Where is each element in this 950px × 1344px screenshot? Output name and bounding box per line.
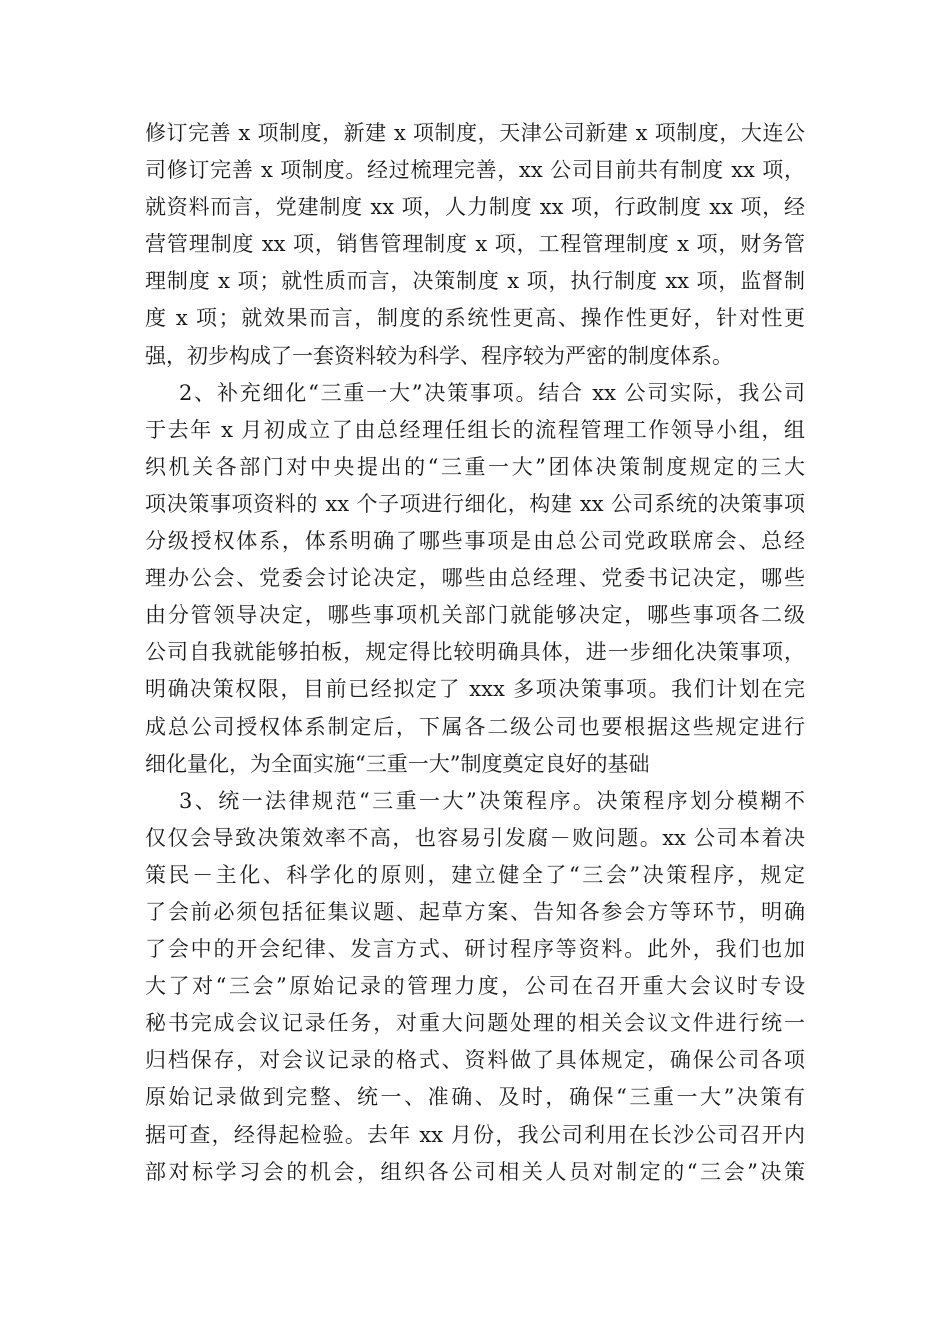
paragraph-3-line-1: 3、统一法律规范“三重一大”决策程序。决策程序划分模糊不 [179, 788, 805, 813]
paragraph-2-line-8: 公司自我就能够拍板，规定得比较明确具体，进一步细化决策事项， [145, 640, 805, 665]
paragraph-1-line-3: 就资料而言，党建制度 xx 项，人力制度 xx 项，行政制度 xx 项，经 [145, 195, 805, 220]
paragraph-2-line-9: 明确决策权限，目前已经拟定了 xxx 多项决策事项。我们计划在完 [145, 677, 805, 702]
paragraph-1-line-7: 强，初步构成了一套资料较为科学、程序较为严密的制度体系。 [145, 343, 733, 368]
document-body [145, 115, 805, 1191]
paragraph-3-line-3: 策民－主化、科学化的原则，建立健全了“三会”决策程序，规定 [145, 862, 805, 887]
paragraph-1-line-6: 度 x 项；就效果而言，制度的系统性更高、操作性更好，针对性更 [145, 306, 805, 331]
paragraph-2-line-5: 分级授权体系，体系明确了哪些事项是由总公司党政联席会、总经 [145, 529, 805, 554]
paragraph-3-line-7: 秘书完成会议记录任务，对重大问题处理的相关会议文件进行统一 [145, 1011, 805, 1036]
paragraph-1-line-5: 理制度 x 项；就性质而言，决策制度 x 项，执行制度 xx 项，监督制 [145, 269, 805, 294]
paragraph-2-line-7: 由分管领导决定，哪些事项机关部门就能够决定，哪些事项各二级 [145, 603, 805, 628]
paragraph-1-line-4: 营管理制度 xx 项，销售管理制度 x 项，工程管理制度 x 项，财务管 [145, 232, 805, 257]
paragraph-2-line-6: 理办公会、党委会讨论决定，哪些由总经理、党委书记决定，哪些 [145, 566, 805, 591]
paragraph-3-line-10: 据可查，经得起检验。去年 xx 月份，我公司利用在长沙公司召开内 [145, 1122, 805, 1147]
paragraph-2-line-4: 项决策事项资料的 xx 个子项进行细化，构建 xx 公司系统的决策事项 [145, 491, 805, 516]
paragraph-3-line-11: 部对标学习会的机会，组织各公司相关人员对制定的“三会”决策 [145, 1159, 805, 1184]
paragraph-2-line-2: 于去年 x 月初成立了由总经理任组长的流程管理工作领导小组，组 [145, 417, 805, 442]
paragraph-2-line-1: 2、补充细化“三重一大”决策事项。结合 xx 公司实际，我公司 [179, 380, 805, 405]
paragraph-3-line-4: 了会前必须包括征集议题、起草方案、告知各参会方等环节，明确 [145, 899, 805, 924]
paragraph-1-line-1: 修订完善 x 项制度，新建 x 项制度，天津公司新建 x 项制度，大连公 [145, 121, 805, 145]
paragraph-3-line-9: 原始记录做到完整、统一、准确、及时，确保“三重一大”决策有 [145, 1085, 805, 1110]
paragraph-3-line-8: 归档保存，对会议记录的格式、资料做了具体规定，确保公司各项 [145, 1048, 805, 1073]
paragraph-2-line-10: 成总公司授权体系制定后，下属各二级公司也要根据这些规定进行 [145, 714, 805, 739]
paragraph-2-line-3: 织机关各部门对中央提出的“三重一大”团体决策制度规定的三大 [145, 454, 805, 479]
paragraph-3-line-2: 仅仅会导致决策效率不高，也容易引发腐－败问题。xx 公司本着决 [145, 825, 805, 850]
paragraph-3-line-5: 了会中的开会纪律、发言方式、研讨程序等资料。此外，我们也加 [145, 937, 805, 962]
paragraph-3-line-6: 大了对“三会”原始记录的管理力度，公司在召开重大会议时专设 [145, 974, 805, 999]
paragraph-2-line-11: 细化量化，为全面实施“三重一大”制度奠定良好的基础 [145, 751, 650, 776]
paragraph-1-line-2: 司修订完善 x 项制度。经过梳理完善，xx 公司目前共有制度 xx 项， [145, 158, 805, 183]
